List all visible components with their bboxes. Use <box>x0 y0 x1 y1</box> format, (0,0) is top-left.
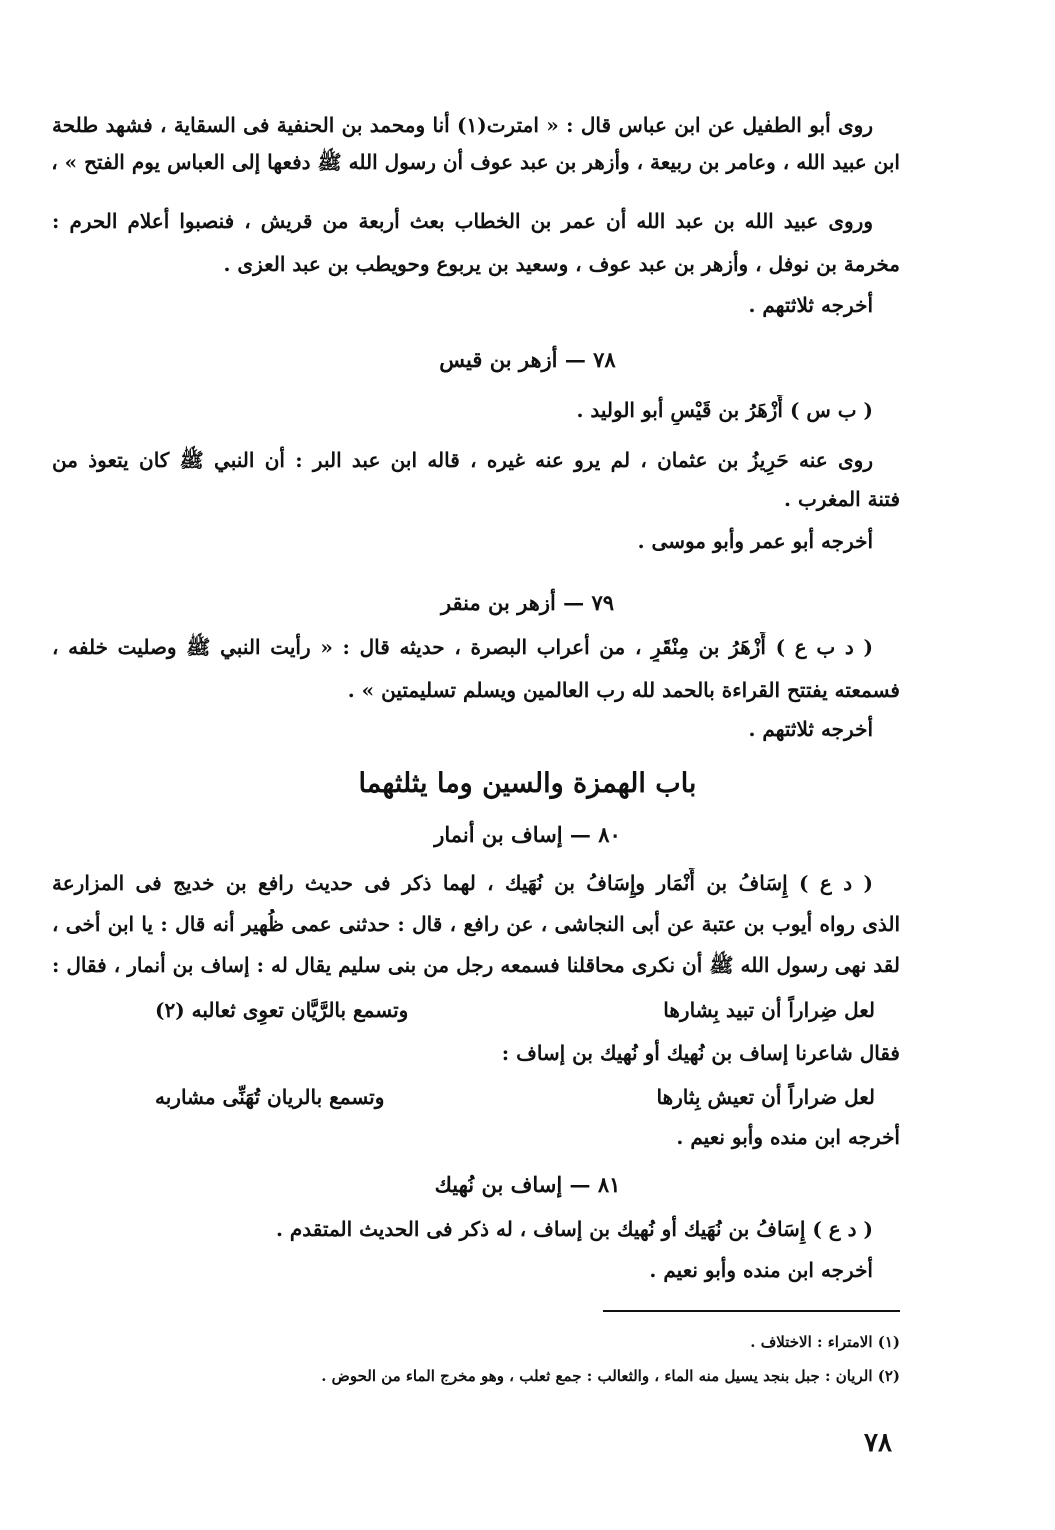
text-line: ( د ع ) إِسَافُ بن نُهَيك أو نُهيك بن إساف ، له ذكر فى الحديث المتقدم . <box>275 1217 873 1241</box>
footnote-divider <box>603 1310 900 1312</box>
text-line: مخرمة بن نوفل ، وأزهر بن عبد عوف ، وسعيد بن يربوع وحويطب بن عبد العزى . <box>223 252 900 276</box>
entry-heading: ٧٩ — أزهر بن منقر <box>440 590 615 615</box>
text-line: أخرجه ابن منده وأبو نعيم . <box>649 1258 873 1282</box>
verse-hemistich-right: لعل ضراراً أن تعيش بِثارها <box>656 1085 875 1109</box>
entry-heading: ٨١ — إساف بن نُهيك <box>434 1172 621 1197</box>
verse-hemistich-left: وتسمع بالريان تُهَنِّى مشاربه <box>155 1085 385 1109</box>
text-line: ( د ب ع ) أَزْهَرُ بن مِنْقَرٍ ، من أعراب البصرة ، حديثه قال : « رأيت النبي ﷺ وصليت خلفه ، <box>52 635 873 659</box>
verse <box>0 995 1055 1025</box>
verse <box>0 1082 1055 1112</box>
verse-hemistich-left: وتسمع بالرَّيَّان تعوِى ثعالبه (٢) <box>155 998 409 1022</box>
text-line: أخرجه ثلاثتهم . <box>748 293 873 317</box>
text-line: أخرجه ابن منده وأبو نعيم . <box>676 1125 900 1149</box>
entry-heading: ٧٨ — أزهر بن قيس <box>439 347 616 372</box>
section-title: باب الهمزة والسين وما يثلثهما <box>358 768 697 799</box>
verse-hemistich-right: لعل ضِراراً أن تبيد بِشارها <box>663 998 875 1022</box>
text-line: روى أبو الطفيل عن ابن عباس قال : « امترت(١) أنا ومحمد بن الحنفية فى السقاية ، فشهد طلحة <box>52 113 873 137</box>
text-line: فقال شاعرنا إساف بن نُهيك أو نُهيك بن إساف : <box>501 1041 900 1065</box>
text-line: لقد نهى رسول الله ﷺ أن نكرى محاقلنا فسمعه رجل من بنى سليم يقال له : إساف بن أنمار ، فقال : <box>52 953 900 977</box>
text-line: فتنة المغرب . <box>784 487 900 511</box>
text-line: ابن عبيد الله ، وعامر بن ربيعة ، وأزهر بن عبد عوف أن رسول الله ﷺ دفعها إلى العباس يوم الفتح » ، <box>51 150 900 174</box>
footnote: (١) الامتراء : الاختلاف . <box>750 1333 900 1351</box>
text-line: ( ب س ) أَزْهَرُ بن قَيْسٍ أبو الوليد . <box>576 398 873 422</box>
text-line: روى عنه حَرِيزُ بن عثمان ، لم يرو عنه غيره ، قاله ابن عبد البر : أن النبي ﷺ كان يتعوذ من <box>52 448 873 472</box>
text-line: ( د ع ) إِسَافُ بن أَنْمَار وإِسَافُ بن نُهَيك ، لهما ذكر فى حديث رافع بن خديج فى المزارعة <box>52 871 873 895</box>
page-number: ٧٨ <box>864 1428 892 1458</box>
text-line: وروى عبيد الله بن عبد الله أن عمر بن الخطاب بعث أربعة من قريش ، فنصبوا أعلام الحرم : <box>52 209 873 233</box>
text-line: فسمعته يفتتح القراءة بالحمد لله رب العالمين ويسلم تسليمتين » . <box>347 678 900 702</box>
footnote: (٢) الريان : جبل بنجد يسيل منه الماء ، والثعالب : جمع ثعلب ، وهو مخرج الماء من الحوض . <box>321 1367 900 1385</box>
text-line: الذى رواه أيوب بن عتبة عن أبى النجاشى ، عن رافع ، قال : حدثنى عمى ظُهير أنه قال : يا ابن أخى ، <box>52 912 900 936</box>
entry-heading: ٨٠ — إساف بن أنمار <box>434 822 621 847</box>
text-line: أخرجه أبو عمر وأبو موسى . <box>637 529 873 553</box>
text-line: أخرجه ثلاثتهم . <box>748 717 873 741</box>
